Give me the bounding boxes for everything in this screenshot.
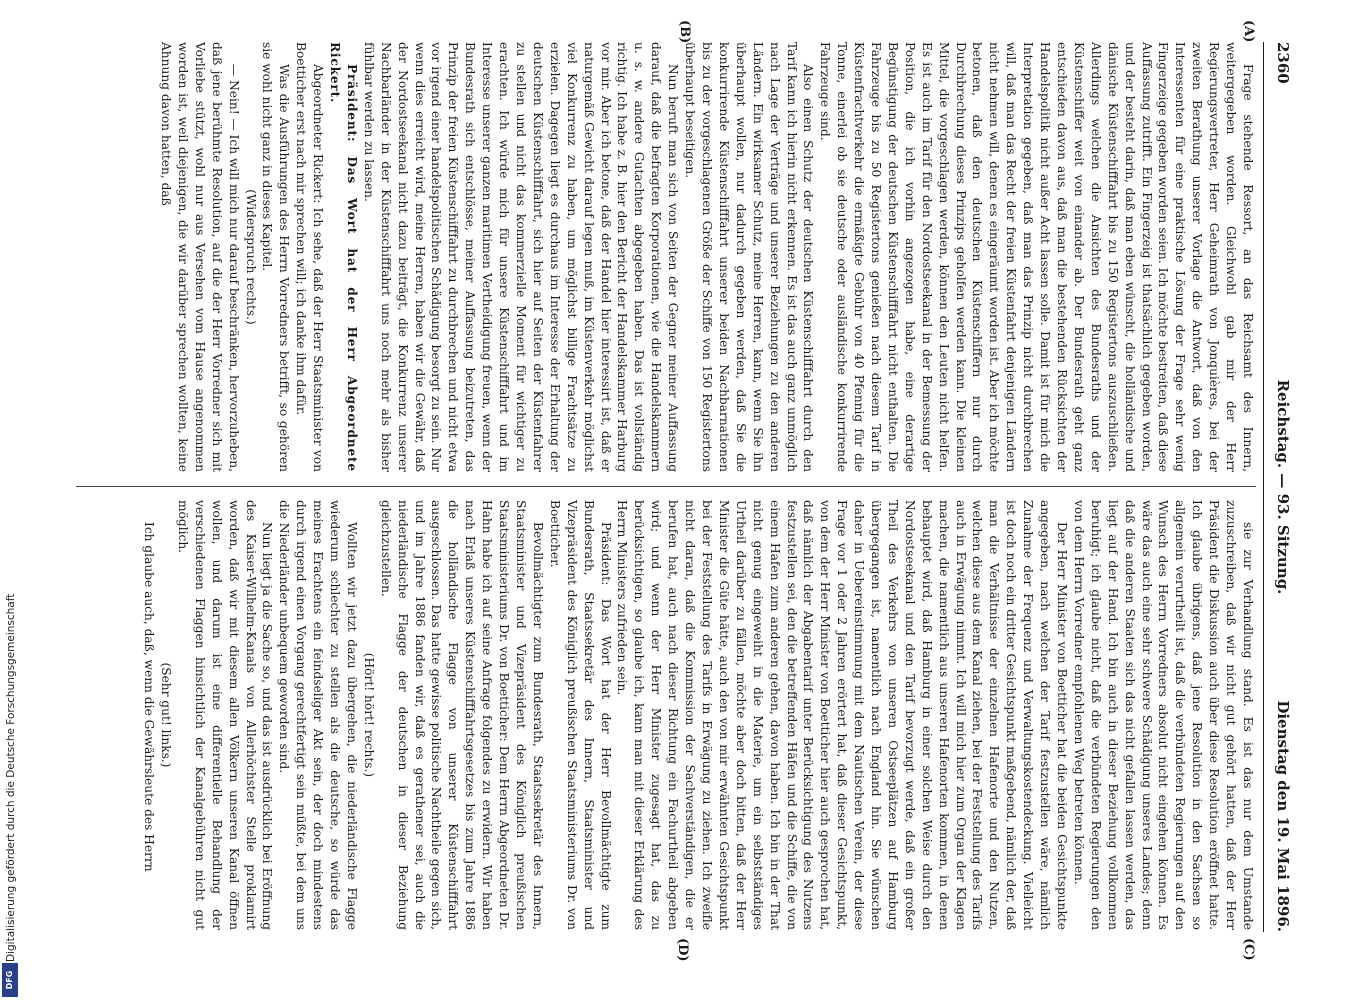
header-title: Reichstag. — 93. Sitzung.: [1274, 379, 1292, 595]
interjection: (Hört! hört! rechts.): [361, 652, 376, 778]
document-page: [52, 20, 1292, 962]
paragraph: Präsident: Das Wort hat der Herr Bevollmächtigte zum Bundesrath, Staatssekretär des Innern, Staatsminister und Vizepräsident des Königlich preußischen Staatsministeriums Dr. von Boetticher.: [547, 500, 613, 930]
paragraph: Abgeordneter Rickert: Ich sehe, daß der Herr Staatsminister von Boetticher erst nach mir sprechen will; ich danke ihm dafür.: [294, 42, 326, 472]
right-column: [66, 500, 1256, 930]
margin-mark-b: (B): [677, 20, 692, 44]
dfg-logo: [2, 963, 18, 997]
header-rule: [1263, 42, 1264, 932]
paragraph: Bevollmächtigter zum Bundesrath, Staatssekretär des Innern, Staatsminister und Vizepräsident des Königlich preußischen Staatsministeriums Dr. von Boetticher: Dem Herrn Abgeordneten Dr. Hahn habe ich auf seine Anfrage folgendes zu erwidern. Wir haben nach Erlaß unseres Küstenschifffahrtsgesetzes bis zum Jahre 1886 die holländische Flagge von unserer Küstenschifffahrt ausgeschlossen. Das hatte gewisse politische Nachtheile gegen sich, und im Jahre 1886 fanden wir, daß es gerathener sei, auch die niederländische Flagge der deutschen in dieser Beziehung gleichzustellen.: [378, 500, 545, 930]
paragraph: Wollten wir jetzt dazu übergehen, die niederländische Flagge wiederum schlechter zu stellen als die deutsche, so würde das meines Erachtens ein feindseliger Akt sein, der doch mindestens durch irgend einen Vorgang gerechtfertigt sein müßte, bei dem uns die Niederländer unbequem geworden sind.: [277, 500, 359, 930]
left-column: [66, 42, 1256, 472]
page-number: 2360: [1274, 42, 1292, 84]
interjection: (Sehr gut! links.): [159, 662, 173, 768]
margin-mark-a: (A): [1241, 20, 1256, 43]
paragraph: Frage stehende Ressort, an das Reichsamt des Innern, weitergegeben worden. Gleichwohl gab mir der Herr Regierungsvertreter, Herr Geheimrath von Jonquières, bei der zweiten Berathung unserer Vorlage die Antwort, daß von den Interessenten für eine praktische Lösung der Frage sehr wenig Fingerzeige gegeben worden seien. Ich möchte bestreiten, daß diese Auffassung zutrifft. Ein Fingerzeig ist thatsächlich gegeben worden, und der besteht darin, daß man eben wünscht, die holländische und dänische Küstenschifffahrt bis zu 150 Registertons auszuschließen. Allerdings welchen die Ansichten des Bundesraths und der Küstenschiffer weit von einander ab. Der Bundesrath geht ganz entschieden davon aus, daß man die bestehenden Rücksichten der Handelspolitik nicht außer Acht lassen solle. Damit ist für mich die Interpretation gegeben, daß man das Prinzip nicht durchbrechen will, daß man das Recht der freien Küstenfahrt denjenigen Ländern nicht nehmen will, denen es eingeräumt worden ist. Aber ich möchte betonen, daß den deutschen Küstenschiffern nur durch Durchbrechung dieses Prinzips geholfen werden kann. Die kleinen Mittel, die vorgeschlagen werden, können den Leuten nicht helfen. Es ist auch im Tarif für den Nordostseekanal in der Bemessung der Position, die ich vorhin angezogen habe, eine derartige Begünstigung der deutschen Küstenschifffahrt nicht enthalten. Die Fahrzeuge bis zu 50 Registertons genießen nach diesem Tarif in Küstenfrachtverkehr die ermäßigte Gebühr von 40 Pfennig für die Tonne, einerlei ob sie deutsche oder ausländische konkurrirende Fahrzeuge sind.: [818, 42, 1255, 472]
speaker-line: Präsident: Das Wort hat der Herr Abgeordnete Rickert.: [328, 42, 359, 472]
paragraph: Der Herr Minister von Boetticher hat die beiden Gesichtspunkte angegeben, nach welchen der Tarif festzustellen wäre, nämlich Zunahme der Frequenz und Verwaltungskostendeckung. Vielleicht ist doch noch ein dritter Gesichtspunkt maßgebend, nämlich der, daß man die Verhältnisse der einzelnen Hafenorte und den Nutzen, welchen diese aus dem Kanal ziehen, bei der Feststellung des Tarifs auch in Erwägung nimmt. Ich will mich hier zum Organ der Klagen machen, die namentlich aus unseren Hafenorten kommen, in denen behauptet wird, daß Hamburg in einer solchen Weise durch den Nordostseekanal und den Tarif bevorzugt werde, daß ein großer Theil des Verkehrs von unseren Ostseeplätzen auf Hamburg übergegangen ist, namentlich nach England hin. Sie wünschen daher in Uebereinstimmung mit dem Nautischen Verein, der diese Frage vor 1 oder 2 Jahren erörtert hat, daß dieser Gesichtspunkt, von dem der Herr Minister von Boetticher hier auch gesprochen hat, daß nämlich der Abgabentarif unter Berücksichtigung des Nutzens festzustellen sei, den die betreffenden Häfen und die Schiffe, die von einem Hafen zum anderen gehen, davon haben. Ich bin in der That nicht genug eingeweiht in die Materie, um ein selbstständiges Urtheil darüber zu fällen, möchte aber doch bitten, daß der Herr Minister die Güte hätte, auch den von mir erwähnten Gesichtspunkt bei der Feststellung des Tarifs in Erwägung zu ziehen. Ich zweifle nicht daran, daß die Kommission der Sachverständigen, die er berufen hat, auch nach dieser Richtung ein Fachurtheil abgeben wird; und wenn der Herr Minister zugesagt hat, das zu berücksichtigen, so glaube ich, kann man mit dieser Erklärung des Herrn Ministers zufrieden sein.: [615, 500, 1070, 930]
column-divider: [76, 486, 1256, 487]
digitization-credit: [4, 0, 24, 1000]
paragraph: Also einen Schutz der deutschen Küstenschifffahrt durch den Tarif kann ich hierin nicht erkennen. Es ist das auch ganz unmöglich nach Lage der Verträge und unserer Beziehungen zu den anderen Ländern. Ein wirksamer Schutz, meine Herren, kann, wenn Sie ihn überhaupt wollen, nur dadurch gegeben werden, daß Sie die konkurrirende Küstenschifffahrt unserer beiden Nachbarnationen bis zu der vorgeschlagenen Größe der Schiffe von 150 Registertons überhaupt beseitigen.: [683, 42, 816, 472]
margin-mark-d: (D): [675, 938, 690, 962]
paragraph: Nun beruft man sich von Seiten der Gegner meiner Auffassung darauf, daß die befragten Korporationen, wie die Handelskammern u. s. w. andere Gutachten abgegeben haben. Das ist vollständig richtig. Ich habe z. B. hier den Bericht der Handelskammer Harburg vor mir. Aber ich betone, daß der Handel hier interessirt ist, daß er naturgemäß Gewicht darauf legen muß, im Küstenverkehr möglichst viel Konkurrenz zu haben, um möglichst billige Frachtsätze zu erzielen. Dagegen liegt es durchaus im Interesse der Erhaltung der deutschen Küstenschifffahrt, sich hier auf Seiten der Küstenfahrer zu stellen und nicht das kommerzielle Moment für wichtiger zu erachten. Ich würde mich für unsere Küstenschifffahrt und im Interesse unserer ganzen maritimen Vertheidigung freuen, wenn der Bundesrath sich entschlösse, meiner Auffassung beizutreten, das Prinzip der freien Küstenschifffahrt zu durchbrechen und nicht etwa vor irgend einer handelspolitischen Schädigung besorgt zu sein. Nur wenn dies erreicht wird, meine Herren, haben wir die Gewähr, daß der Nordostseekanal nicht dazu beiträgt, die Konkurrenz unserer Nachbarländer in der Küstenschifffahrt uns noch mehr als bisher fühlbar werden zu lassen.: [361, 42, 681, 472]
credit-text: Digitalisierung gefördert durch die Deutsche Forschungsgemeinschaft: [5, 593, 17, 962]
page-header: [1268, 42, 1292, 932]
paragraph: Was die Ausführungen des Herrn Vorredners betrifft, so gehören sie wohl nicht ganz in dieses Kapitel.: [260, 42, 292, 472]
header-date: Dienstag den 19. Mai 1896.: [1274, 700, 1292, 932]
dfg-logo-text: DFG: [5, 970, 14, 990]
paragraph: — Nein! — Ich will mich nur darauf beschränken, hervorzuheben, daß jene berühmte Resolution, auf die der Herr Vorredner sich mit Vorliebe stützt, wohl nur aus Versehen vom Hause angenommen worden ist, weil diejenigen, die wir darüber sprechen wollten, keine Ahnung davon hatten, daß: [159, 42, 241, 472]
margin-mark-c: (C): [1241, 938, 1256, 961]
paragraph: Nun liegt ja die Sache so, und das ist ausdrücklich bei Eröffnung des Kaiser-Wilhelm-Kanals von Allerhöchster Stelle proklamirt worden, daß wir mit diesem allen Völkern unseren Kanal öffnen wollen, und darum ist eine differentielle Behandlung der verschiedenen Flaggen hinsichtlich der Kanalgebühren nicht gut möglich.: [175, 500, 275, 930]
interjection: (Widerspruch rechts.): [243, 189, 258, 325]
paragraph: sie zur Verhandlung stand. Es ist das nur dem Umstande zuzuschreiben, daß wir nicht gut gehört hatten, daß der Herr Präsident die Diskussion auch über diese Resolution eröffnet hatte. Ich glaube übrigens, daß jene Resolution in den Sachsen so allgemein verurtheilt ist, daß die verbündeten Regierungen auf den Wunsch des Herrn Vorredners absolut nicht eingehen können. Es wäre das auch eine sehr schwere Schädigung unseres Landes; denn daß die anderen Staaten sich das nicht gefallen lassen werden, das liegt auf der Hand. Ich bin auch in dieser Beziehung vollkommen beruhigt; ich glaube nicht, daß die verbündeten Regierungen den von dem Herrn Vorredner empfohlenen Weg betreten können.: [1071, 500, 1255, 930]
paragraph: Ich glaube auch, daß, wenn die Gewährsleute des Herrn: [142, 522, 157, 872]
